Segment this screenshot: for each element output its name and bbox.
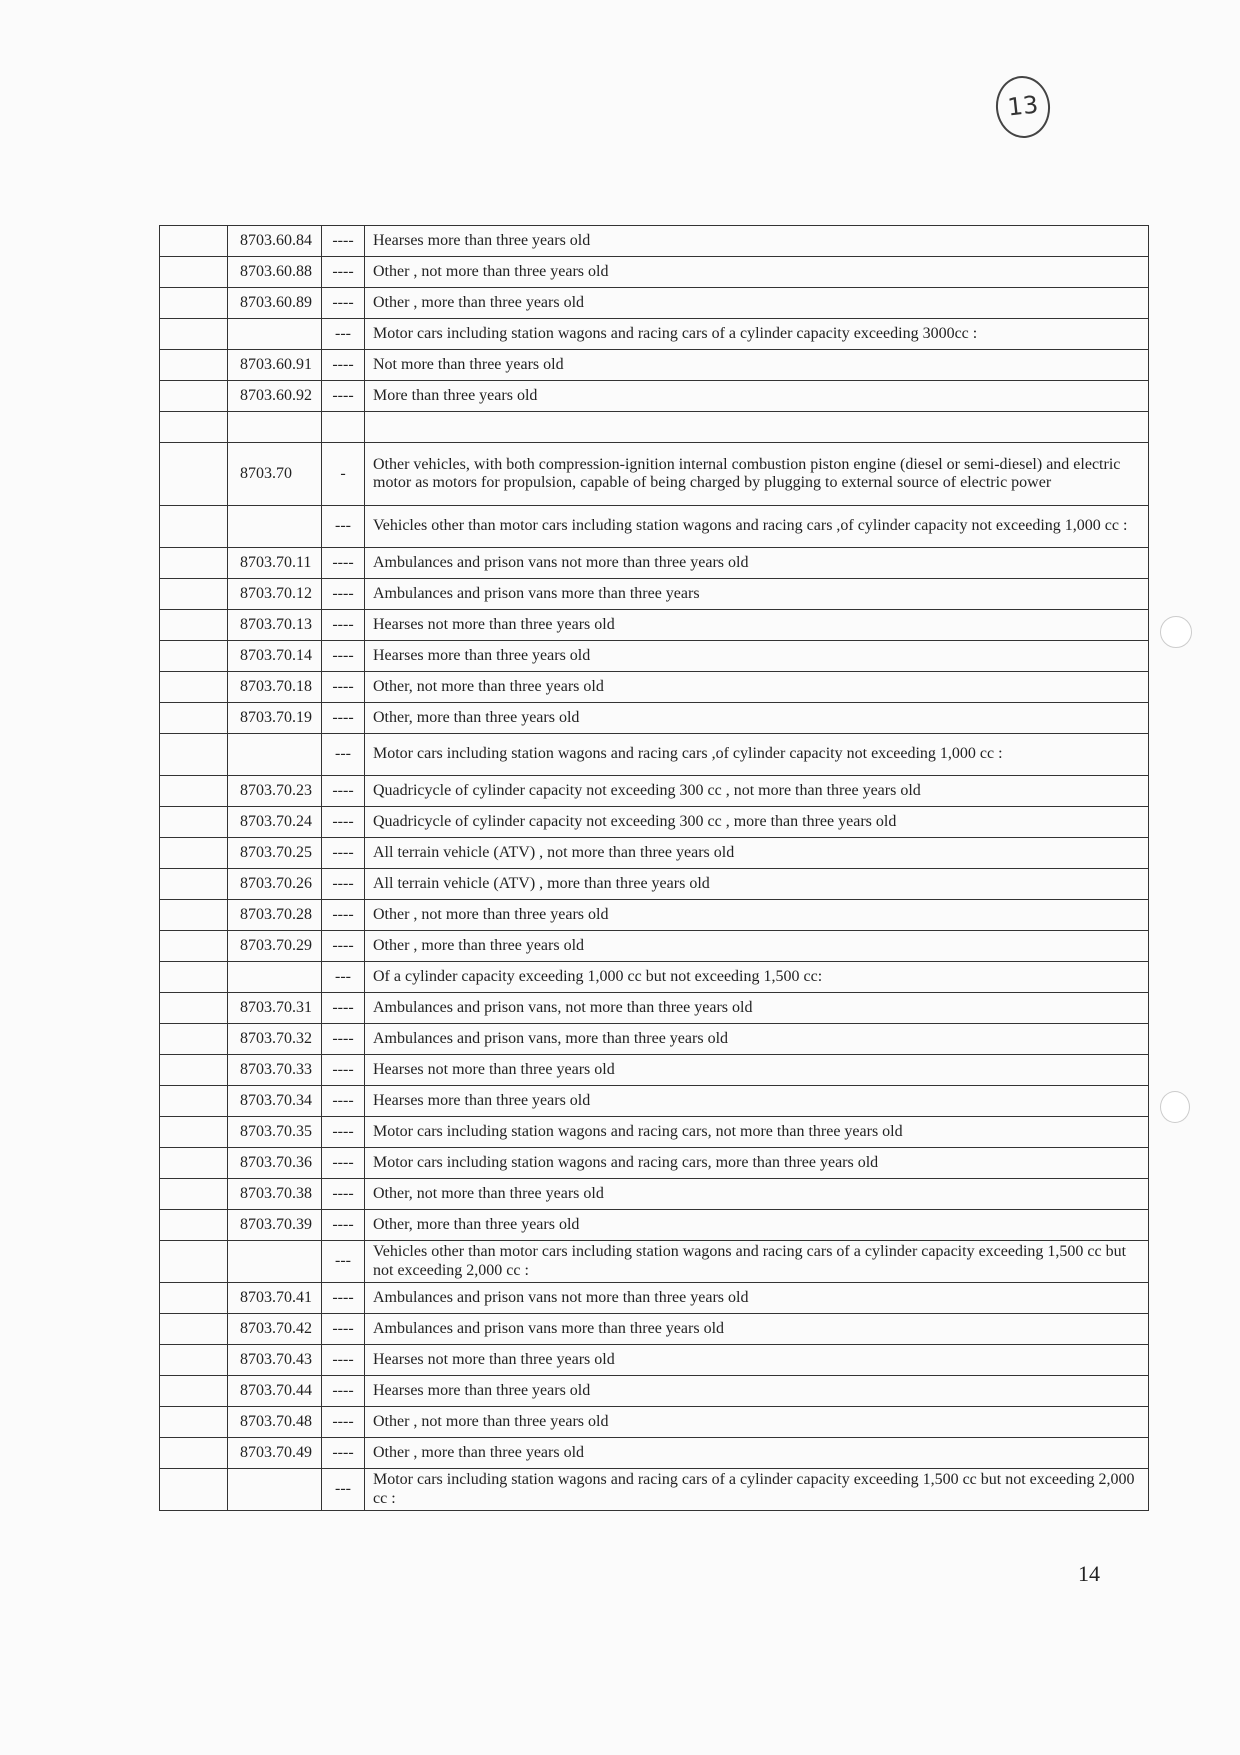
- blank-cell: [160, 1024, 228, 1055]
- hs-code-cell: 8703.70.11: [228, 548, 322, 579]
- description-cell: Not more than three years old: [365, 350, 1149, 381]
- dash-level-cell: ----: [322, 1438, 365, 1469]
- description-cell: Quadricycle of cylinder capacity not exceeding 300 cc , more than three years old: [365, 807, 1149, 838]
- table-row: [160, 1345, 1149, 1376]
- hs-code-cell: 8703.70.25: [228, 838, 322, 869]
- hs-code-cell: 8703.70: [228, 443, 322, 506]
- table-row: [160, 1407, 1149, 1438]
- hs-code-cell: 8703.70.43: [228, 1345, 322, 1376]
- blank-cell: [160, 1086, 228, 1117]
- page-number: 14: [1078, 1561, 1100, 1586]
- table-row: [160, 641, 1149, 672]
- hs-code-cell: [228, 412, 322, 443]
- table-row: [160, 807, 1149, 838]
- description-cell: Other , not more than three years old: [365, 900, 1149, 931]
- dash-level-cell: ----: [322, 610, 365, 641]
- table-row: [160, 610, 1149, 641]
- hs-code-cell: 8703.70.33: [228, 1055, 322, 1086]
- description-cell: Motor cars including station wagons and racing cars, more than three years old: [365, 1148, 1149, 1179]
- blank-cell: [160, 931, 228, 962]
- dash-level-cell: ----: [322, 1283, 365, 1314]
- blank-cell: [160, 962, 228, 993]
- hs-code-cell: 8703.70.41: [228, 1283, 322, 1314]
- hs-code-cell: [228, 1241, 322, 1283]
- dash-level-cell: ----: [322, 931, 365, 962]
- table-row: [160, 1117, 1149, 1148]
- blank-cell: [160, 1283, 228, 1314]
- hs-code-cell: 8703.70.34: [228, 1086, 322, 1117]
- tariff-table: [159, 225, 1149, 1511]
- dash-level-cell: [322, 412, 365, 443]
- dash-level-cell: ----: [322, 1148, 365, 1179]
- blank-cell: [160, 257, 228, 288]
- hs-code-cell: 8703.60.91: [228, 350, 322, 381]
- blank-cell: [160, 993, 228, 1024]
- blank-cell: [160, 412, 228, 443]
- table-row: [160, 1438, 1149, 1469]
- blank-cell: [160, 1179, 228, 1210]
- description-cell: All terrain vehicle (ATV) , not more than three years old: [365, 838, 1149, 869]
- dash-level-cell: ----: [322, 807, 365, 838]
- table-row: [160, 1283, 1149, 1314]
- dash-level-cell: ----: [322, 672, 365, 703]
- description-cell: Ambulances and prison vans, more than three years old: [365, 1024, 1149, 1055]
- blank-cell: [160, 1117, 228, 1148]
- hs-code-cell: [228, 734, 322, 776]
- hs-code-cell: 8703.70.19: [228, 703, 322, 734]
- blank-cell: [160, 703, 228, 734]
- description-cell: Other, more than three years old: [365, 703, 1149, 734]
- description-cell: Hearses not more than three years old: [365, 610, 1149, 641]
- blank-cell: [160, 548, 228, 579]
- dash-level-cell: ---: [322, 1241, 365, 1283]
- dash-level-cell: ----: [322, 288, 365, 319]
- hs-code-cell: 8703.70.23: [228, 776, 322, 807]
- blank-cell: [160, 1241, 228, 1283]
- dash-level-cell: ----: [322, 900, 365, 931]
- hs-code-cell: 8703.60.89: [228, 288, 322, 319]
- table-row: [160, 993, 1149, 1024]
- blank-cell: [160, 443, 228, 506]
- dash-level-cell: ----: [322, 641, 365, 672]
- blank-cell: [160, 610, 228, 641]
- description-cell: Other , more than three years old: [365, 288, 1149, 319]
- handwritten-page-mark: 13: [993, 73, 1053, 140]
- description-cell: Ambulances and prison vans more than three years: [365, 579, 1149, 610]
- description-cell: Other , more than three years old: [365, 931, 1149, 962]
- hs-code-cell: [228, 506, 322, 548]
- dash-level-cell: ----: [322, 257, 365, 288]
- description-cell: Hearses more than three years old: [365, 1086, 1149, 1117]
- blank-cell: [160, 506, 228, 548]
- dash-level-cell: -: [322, 443, 365, 506]
- dash-level-cell: ----: [322, 1314, 365, 1345]
- dash-level-cell: ----: [322, 1117, 365, 1148]
- description-cell: Motor cars including station wagons and racing cars of a cylinder capacity exceeding 3000cc :: [365, 319, 1149, 350]
- hs-code-cell: 8703.70.42: [228, 1314, 322, 1345]
- dash-level-cell: ---: [322, 319, 365, 350]
- dash-level-cell: ----: [322, 1055, 365, 1086]
- table-row: [160, 506, 1149, 548]
- table-row: [160, 257, 1149, 288]
- hs-code-cell: [228, 962, 322, 993]
- dash-level-cell: ----: [322, 1407, 365, 1438]
- dash-level-cell: ----: [322, 776, 365, 807]
- description-cell: All terrain vehicle (ATV) , more than three years old: [365, 869, 1149, 900]
- description-cell: Hearses more than three years old: [365, 641, 1149, 672]
- dash-level-cell: ----: [322, 381, 365, 412]
- hs-code-cell: 8703.70.49: [228, 1438, 322, 1469]
- table-row: [160, 381, 1149, 412]
- blank-cell: [160, 838, 228, 869]
- description-cell: Ambulances and prison vans more than three years old: [365, 1314, 1149, 1345]
- description-cell: Ambulances and prison vans, not more than three years old: [365, 993, 1149, 1024]
- dash-level-cell: ---: [322, 962, 365, 993]
- description-cell: Other, not more than three years old: [365, 1179, 1149, 1210]
- hs-code-cell: 8703.70.13: [228, 610, 322, 641]
- description-cell: [365, 412, 1149, 443]
- dash-level-cell: ---: [322, 1469, 365, 1511]
- description-cell: Vehicles other than motor cars including station wagons and racing cars of a cylinder capacity exceeding 1,500 cc but not exceeding 2,000 cc :: [365, 1241, 1149, 1283]
- table-row: [160, 776, 1149, 807]
- blank-cell: [160, 288, 228, 319]
- dash-level-cell: ----: [322, 350, 365, 381]
- description-cell: Other, not more than three years old: [365, 672, 1149, 703]
- blank-cell: [160, 579, 228, 610]
- dash-level-cell: ----: [322, 703, 365, 734]
- table-row: [160, 703, 1149, 734]
- table-row: [160, 1376, 1149, 1407]
- dash-level-cell: ----: [322, 1210, 365, 1241]
- table-row: [160, 1210, 1149, 1241]
- blank-cell: [160, 869, 228, 900]
- hs-code-cell: 8703.70.12: [228, 579, 322, 610]
- dash-level-cell: ----: [322, 993, 365, 1024]
- description-cell: Motor cars including station wagons and racing cars, not more than three years old: [365, 1117, 1149, 1148]
- hs-code-cell: 8703.70.35: [228, 1117, 322, 1148]
- dash-level-cell: ---: [322, 734, 365, 776]
- description-cell: Hearses not more than three years old: [365, 1055, 1149, 1086]
- table-row: [160, 350, 1149, 381]
- description-cell: Motor cars including station wagons and racing cars of a cylinder capacity exceeding 1,500 cc but not exceeding 2,000 cc :: [365, 1469, 1149, 1511]
- hs-code-cell: 8703.70.48: [228, 1407, 322, 1438]
- hs-code-cell: 8703.70.29: [228, 931, 322, 962]
- blank-cell: [160, 1345, 228, 1376]
- description-cell: Other, more than three years old: [365, 1210, 1149, 1241]
- punch-hole-mark: [1160, 1091, 1190, 1123]
- table-row: [160, 1241, 1149, 1283]
- blank-cell: [160, 319, 228, 350]
- description-cell: Other , not more than three years old: [365, 257, 1149, 288]
- table-row: [160, 1469, 1149, 1511]
- hs-code-cell: 8703.70.39: [228, 1210, 322, 1241]
- table-row: [160, 962, 1149, 993]
- table-row: [160, 319, 1149, 350]
- blank-cell: [160, 381, 228, 412]
- blank-cell: [160, 1314, 228, 1345]
- hs-code-cell: 8703.70.38: [228, 1179, 322, 1210]
- blank-cell: [160, 1469, 228, 1511]
- blank-cell: [160, 1148, 228, 1179]
- table-row: [160, 288, 1149, 319]
- blank-cell: [160, 1210, 228, 1241]
- blank-cell: [160, 734, 228, 776]
- description-cell: Ambulances and prison vans not more than three years old: [365, 548, 1149, 579]
- table-row: [160, 548, 1149, 579]
- dash-level-cell: ----: [322, 226, 365, 257]
- table-row: [160, 226, 1149, 257]
- dash-level-cell: ----: [322, 869, 365, 900]
- table-row: [160, 1024, 1149, 1055]
- description-cell: Hearses more than three years old: [365, 1376, 1149, 1407]
- description-cell: Other , more than three years old: [365, 1438, 1149, 1469]
- dash-level-cell: ----: [322, 1024, 365, 1055]
- table-row: [160, 1179, 1149, 1210]
- table-row: [160, 1086, 1149, 1117]
- blank-cell: [160, 776, 228, 807]
- description-cell: Other vehicles, with both compression-ignition internal combustion piston engine (diesel or semi-diesel) and electric motor as motors for propulsion, capable of being charged by plugging to external source of electric power: [365, 443, 1149, 506]
- table-row: [160, 931, 1149, 962]
- description-cell: Of a cylinder capacity exceeding 1,000 cc but not exceeding 1,500 cc:: [365, 962, 1149, 993]
- description-cell: More than three years old: [365, 381, 1149, 412]
- blank-cell: [160, 1055, 228, 1086]
- hs-code-cell: 8703.70.18: [228, 672, 322, 703]
- blank-cell: [160, 807, 228, 838]
- table-row: [160, 1055, 1149, 1086]
- table-row: [160, 734, 1149, 776]
- blank-cell: [160, 1438, 228, 1469]
- hs-code-cell: 8703.70.36: [228, 1148, 322, 1179]
- blank-cell: [160, 1407, 228, 1438]
- hs-code-cell: 8703.70.24: [228, 807, 322, 838]
- hs-code-cell: 8703.70.44: [228, 1376, 322, 1407]
- punch-hole-mark: [1160, 616, 1192, 648]
- hs-code-cell: 8703.60.88: [228, 257, 322, 288]
- table-row: [160, 443, 1149, 506]
- table-row: [160, 672, 1149, 703]
- hs-code-cell: [228, 1469, 322, 1511]
- hs-code-cell: 8703.70.28: [228, 900, 322, 931]
- table-row: [160, 838, 1149, 869]
- blank-cell: [160, 226, 228, 257]
- hs-code-cell: 8703.70.32: [228, 1024, 322, 1055]
- dash-level-cell: ---: [322, 506, 365, 548]
- table-row: [160, 869, 1149, 900]
- description-cell: Hearses not more than three years old: [365, 1345, 1149, 1376]
- blank-cell: [160, 900, 228, 931]
- dash-level-cell: ----: [322, 1376, 365, 1407]
- dash-level-cell: ----: [322, 1086, 365, 1117]
- hs-code-cell: 8703.70.26: [228, 869, 322, 900]
- table-row: [160, 1314, 1149, 1345]
- table-row: [160, 579, 1149, 610]
- hs-code-cell: 8703.60.84: [228, 226, 322, 257]
- dash-level-cell: ----: [322, 1345, 365, 1376]
- dash-level-cell: ----: [322, 838, 365, 869]
- description-cell: Vehicles other than motor cars including station wagons and racing cars ,of cylinder capacity not exceeding 1,000 cc :: [365, 506, 1149, 548]
- tariff-table-body: [160, 226, 1149, 1511]
- dash-level-cell: ----: [322, 1179, 365, 1210]
- description-cell: Motor cars including station wagons and racing cars ,of cylinder capacity not exceeding 1,000 cc :: [365, 734, 1149, 776]
- hs-code-cell: [228, 319, 322, 350]
- table-row: [160, 412, 1149, 443]
- description-cell: Hearses more than three years old: [365, 226, 1149, 257]
- blank-cell: [160, 350, 228, 381]
- dash-level-cell: ----: [322, 579, 365, 610]
- table-row: [160, 1148, 1149, 1179]
- hs-code-cell: 8703.70.14: [228, 641, 322, 672]
- blank-cell: [160, 1376, 228, 1407]
- description-cell: Other , not more than three years old: [365, 1407, 1149, 1438]
- dash-level-cell: ----: [322, 548, 365, 579]
- hs-code-cell: 8703.70.31: [228, 993, 322, 1024]
- hs-code-cell: 8703.60.92: [228, 381, 322, 412]
- blank-cell: [160, 641, 228, 672]
- description-cell: Ambulances and prison vans not more than three years old: [365, 1283, 1149, 1314]
- description-cell: Quadricycle of cylinder capacity not exceeding 300 cc , not more than three years old: [365, 776, 1149, 807]
- table-row: [160, 900, 1149, 931]
- blank-cell: [160, 672, 228, 703]
